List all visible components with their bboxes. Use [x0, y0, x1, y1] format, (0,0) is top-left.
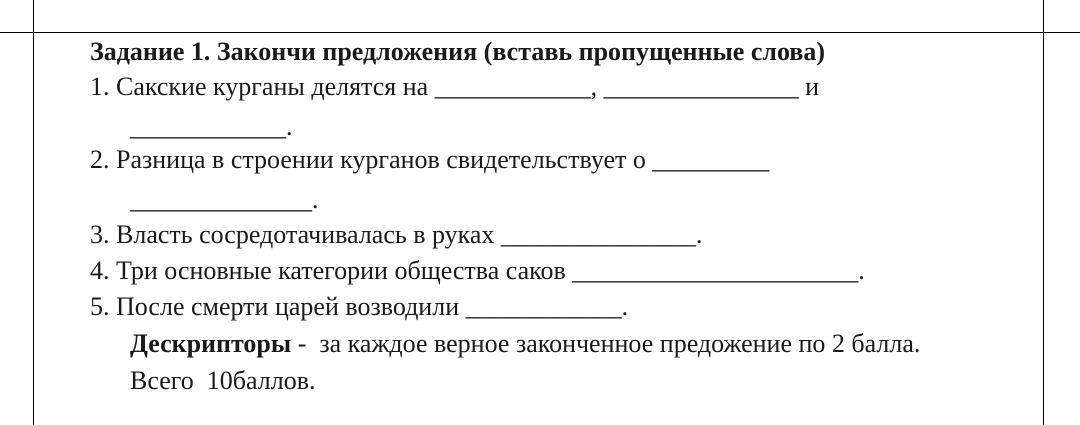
descriptors-line	[130, 329, 920, 359]
descriptors-label: Дескрипторы	[130, 329, 292, 358]
sentence-2-continuation: ______________.	[130, 185, 319, 214]
sentence-5: 5. После смерти царей возводили ____________.	[90, 292, 629, 321]
descriptors-text: за каждое верное законченное предожение по 2 балла.	[319, 329, 921, 358]
table-border-right	[1043, 0, 1044, 425]
table-border-left	[33, 0, 34, 425]
sentence-3: 3. Власть сосредотачивалась в руках _______________.	[90, 220, 703, 249]
table-border-top	[0, 32, 1080, 33]
task-title: Задание 1. Закончи предложения (вставь пропущенные слова)	[90, 37, 825, 66]
total-score: Всего 10баллов.	[130, 366, 316, 395]
sentence-4: 4. Три основные категории общества саков ______________________.	[90, 256, 865, 285]
descriptors-dash: -	[291, 329, 320, 358]
sentence-2: 2. Разница в строении курганов свидетельствует о _________	[90, 145, 770, 174]
sentence-1-continuation: ____________.	[130, 112, 293, 141]
sentence-1: 1. Сакские курганы делятся на ____________, _______________ и	[90, 72, 820, 101]
